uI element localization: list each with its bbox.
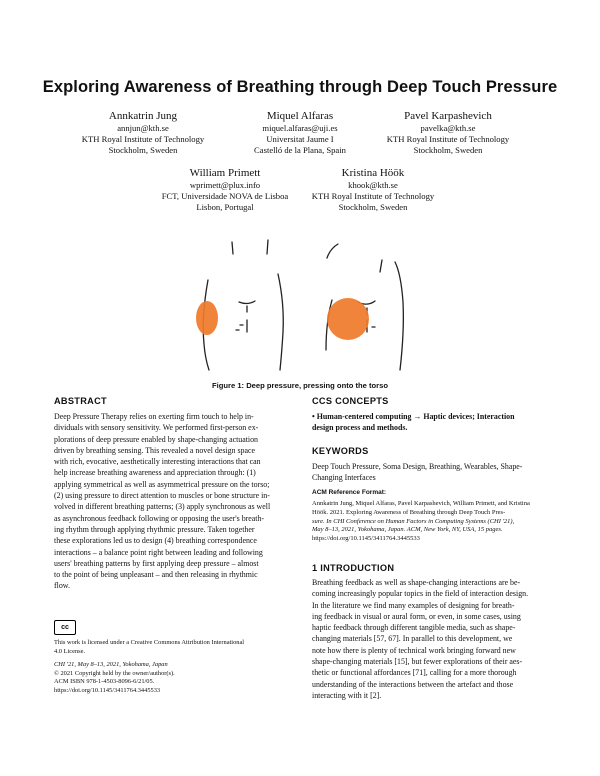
author-email[interactable]: pavelka@kth.se: [420, 123, 476, 133]
author-affiliation: KTH Royal Institute of Technology: [386, 134, 510, 145]
author-location: Stockholm, Sweden: [413, 145, 483, 156]
pressure-spot-right: [327, 298, 369, 340]
author-location: Stockholm, Sweden: [338, 202, 408, 213]
reference-body: [312, 500, 552, 544]
abstract-line: with rich, evocative, aesthetically interesting interactions that can: [54, 457, 261, 467]
abstract-line: volved in different breathing patterns; (3) apply synchronous as well: [54, 502, 271, 512]
intro-line: Breathing feedback as well as shape-changing interactions are be-: [312, 578, 521, 587]
abstract-line: Deep Pressure Therapy relies on exerting firm touch to help in-: [54, 412, 254, 421]
abstract-line: as asynchronous feedback following or opposing the user's breath-: [54, 513, 265, 523]
ccs-line: • Human-centered computing → Haptic devices; Interaction: [312, 412, 515, 421]
author-affiliation: Universitat Jaume I: [266, 134, 334, 145]
author-name: Kristina Höök: [341, 167, 405, 179]
intro-line: shape-changing materials [15], but fewer explorations of their aes-: [312, 657, 523, 667]
author-affiliation: KTH Royal Institute of Technology: [81, 134, 205, 145]
author-block: [58, 109, 228, 157]
abstract-line: help increase breathing awareness and appreciation through: (1): [54, 468, 256, 478]
author-location: Stockholm, Sweden: [108, 145, 178, 156]
torso-left-outline: [203, 240, 283, 370]
intro-line: thetic or functional affordances [71], calling for a more thorough: [312, 668, 517, 678]
author-block: [215, 109, 385, 157]
license-line: 4.0 License.: [54, 647, 86, 655]
author-email[interactable]: wprimett@plux.info: [189, 180, 261, 190]
abstract-line: ing rhythm through applying rhythmic pressure. Taken together: [54, 524, 255, 534]
keywords-line: Changing Interfaces: [312, 473, 376, 483]
intro-line: In the literature we find many examples of designing for breath-: [312, 600, 515, 610]
license-text: [54, 639, 300, 656]
pressure-spot-left: [196, 301, 218, 335]
keywords-line: Deep Touch Pressure, Soma Design, Breathing, Wearables, Shape-: [312, 462, 523, 471]
ccs-heading: CCS CONCEPTS: [312, 396, 389, 406]
abstract-line: (2) using pressure to direct attention to muscles or bone structure in-: [54, 491, 270, 501]
author-email[interactable]: miquel.alfaras@uji.es: [262, 123, 338, 133]
figure-caption: Figure 1: Deep pressure, pressing onto the torso: [212, 381, 388, 390]
keywords-heading: KEYWORDS: [312, 446, 369, 456]
author-name: Miquel Alfaras: [266, 110, 334, 122]
creative-commons-icon: [54, 620, 76, 635]
abstract-line: plorations of deep pressure enabled by shape-changing actuation: [54, 434, 258, 444]
abstract-line: dividuals with sensory sensitivity. We performed first-person ex-: [54, 423, 259, 433]
author-email[interactable]: annjun@kth.se: [117, 123, 169, 133]
author-location: Lisbon, Portugal: [196, 202, 254, 213]
intro-line: changing materials [57, 67]. In parallel to this development, we: [312, 634, 513, 644]
reference-line: Höök. 2021. Exploring Awareness of Breathing through Deep Touch Pres-: [312, 508, 506, 516]
figure-torso-illustration: [160, 232, 450, 372]
reference-doi-link[interactable]: https://doi.org/10.1145/3411764.3445533: [312, 535, 420, 543]
abstract-line: driven by breathing sensing. This revealed a novel design space: [54, 445, 256, 455]
reference-line: sure. In CHI Conference on Human Factors in Computing Systems (CHI '21),: [312, 517, 515, 525]
abstract-line: to the point of being unpleasant – and then releasing in rhythmic: [54, 570, 258, 580]
author-name: Pavel Karpashevich: [404, 110, 492, 122]
abstract-heading: ABSTRACT: [54, 396, 107, 406]
author-name: William Primett: [189, 167, 261, 179]
author-affiliation: FCT, Universidade NOVA de Lisboa: [161, 191, 289, 202]
ccs-body: [312, 411, 548, 434]
intro-line: interacting with it [2].: [312, 690, 382, 700]
reference-heading: ACM Reference Format:: [312, 489, 387, 496]
reference-line: Annkatrin Jung, Miquel Alfaras, Pavel Karpashevich, William Primett, and Kristina: [312, 500, 530, 507]
author-block: [363, 109, 533, 157]
abstract-line: flow.: [54, 581, 70, 591]
license-line: This work is licensed under a Creative Commons Attribution International: [54, 639, 245, 646]
doi-link[interactable]: https://doi.org/10.1145/3411764.3445533: [54, 686, 161, 694]
intro-line: haptic feedback through different tangible media, such as shape-: [312, 623, 516, 633]
isbn-line: ACM ISBN 978-1-4503-8096-6/21/05.: [54, 678, 155, 686]
reference-line: May 8–13, 2021, Yokohama, Japan. ACM, New York, NY, USA, 15 pages.: [312, 526, 503, 534]
intro-line: note how there is plenty of technical work bringing forward new: [312, 645, 516, 655]
abstract-line: interactions – a balance point right between leading and following: [54, 547, 263, 557]
introduction-heading: 1 INTRODUCTION: [312, 563, 395, 573]
abstract-body: [54, 411, 300, 592]
abstract-line: these explorations led us to design (4) breathing correspondence: [54, 536, 257, 546]
author-block: [288, 166, 458, 214]
copyright-line: © 2021 Copyright held by the owner/author(s).: [54, 669, 175, 677]
intro-line: understanding of the interactions between the artefact and those: [312, 679, 514, 689]
ccs-line: design process and methods.: [312, 423, 408, 433]
abstract-line: applying symmetrical as well as asymmetrical pressure on the torso;: [54, 479, 270, 489]
author-name: Annkatrin Jung: [108, 110, 178, 122]
intro-line: ing feedback in visual or aural form, or even, in some cases, using: [312, 611, 521, 621]
author-affiliation: KTH Royal Institute of Technology: [311, 191, 435, 202]
intro-line: coming increasingly popular topics in the field of interaction design.: [312, 589, 529, 599]
copyright-block: [54, 661, 300, 695]
conference-line: CHI '21, May 8–13, 2021, Yokohama, Japan: [54, 661, 168, 668]
abstract-line: users' breathing patterns by first applying deep pressure – almost: [54, 558, 259, 568]
author-block: [140, 166, 310, 214]
author-email[interactable]: khook@kth.se: [348, 180, 398, 190]
keywords-body: [312, 461, 548, 484]
paper-title: Exploring Awareness of Breathing through Deep Touch Pressure: [42, 78, 558, 96]
introduction-body: [312, 577, 548, 701]
author-location: Castelló de la Plana, Spain: [254, 145, 346, 156]
cc-badge-text: cc: [61, 624, 69, 631]
